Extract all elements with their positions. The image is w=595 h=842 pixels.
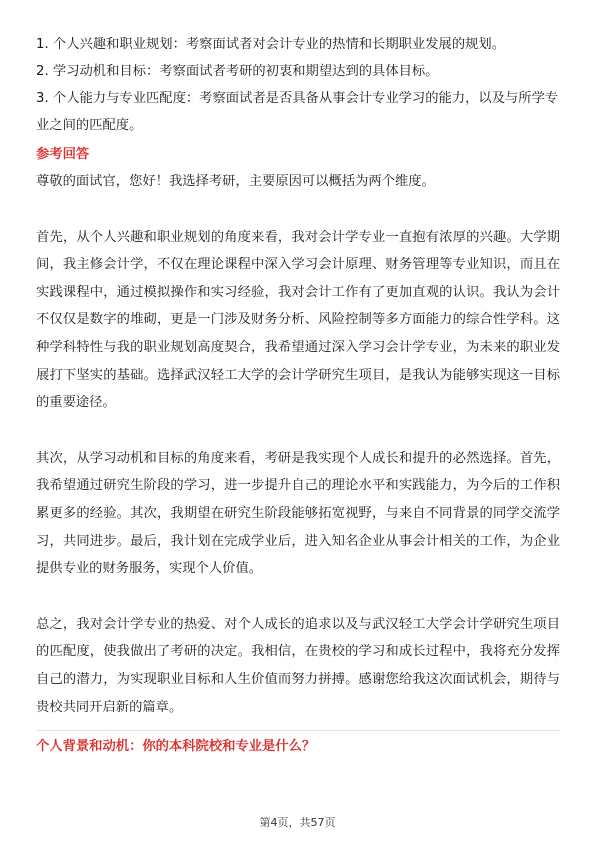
next-question-heading: 个人背景和动机：你的本科院校和专业是什么？	[36, 739, 316, 755]
criteria-item-3: 3. 个人能力与专业匹配度：考察面试者是否具备从事会计专业学习的能力，以及与所学专业之间的匹配度。	[36, 91, 559, 133]
section-divider	[36, 730, 560, 731]
answer-heading: 参考回答	[36, 147, 90, 162]
answer-paragraph-2: 其次，从学习动机和目标的角度来看，考研是我实现个人成长和提升的必然选择。首先，我希望通过研究生阶段的学习，进一步提升自己的理论水平和实践能力，为今后的工作积累更多的经验。其次，我期望在研究生阶段能够拓宽视野，与来自不同背景的同学交流学习，共同进步。最后，我计划在完成学业后，进入知名企业从事会计相关的工作，为企业提供专业的财务服务，实现个人价值。	[36, 450, 560, 577]
paragraph-gap	[36, 196, 560, 224]
paragraph-gap	[36, 583, 560, 611]
answer-intro: 尊敬的面试官，您好！我选择考研，主要原因可以概括为两个维度。	[36, 174, 435, 189]
answer-paragraph-1: 首先，从个人兴趣和职业规划的角度来看，我对会计学专业一直抱有浓厚的兴趣。大学期间，我主修会计学，不仅在理论课程中深入学习会计原理、财务管理等专业知识，而且在实践课程中，通过模拟操作和实习经验，我对会计工作有了更加直观的认识。我认为会计不仅仅是数字的堆砌，更是一门涉及财务分析、风险控制等多方面能力的综合性学科。这种学科特性与我的职业规划高度契合，我希望通过深入学习会计学专业，为未来的职业发展打下坚实的基础。选择武汉轻工大学的会计学研究生项目，是我认为能够实现这一目标的重要途径。	[36, 229, 560, 411]
paragraph-gap	[36, 417, 560, 445]
page-footer: 第4页，共57页	[259, 816, 336, 829]
answer-conclusion: 总之，我对会计学专业的热爱、对个人成长的追求以及与武汉轻工大学会计学研究生项目的匹配度，使我做出了考研的决定。我相信，在贵校的学习和成长过程中，我将充分发挥自己的潜力，为实现职业目标和人生价值而努力拼搏。感谢您给我这次面试机会，期待与贵校共同开启新的篇章。	[36, 616, 560, 715]
criteria-item-2: 2. 学习动机和目标：考察面试者考研的初衷和期望达到的具体目标。	[36, 64, 439, 79]
document-page	[36, 0, 560, 760]
criteria-item-1: 1. 个人兴趣和职业规划：考察面试者对会计专业的热情和长期职业发展的规划。	[36, 37, 506, 52]
